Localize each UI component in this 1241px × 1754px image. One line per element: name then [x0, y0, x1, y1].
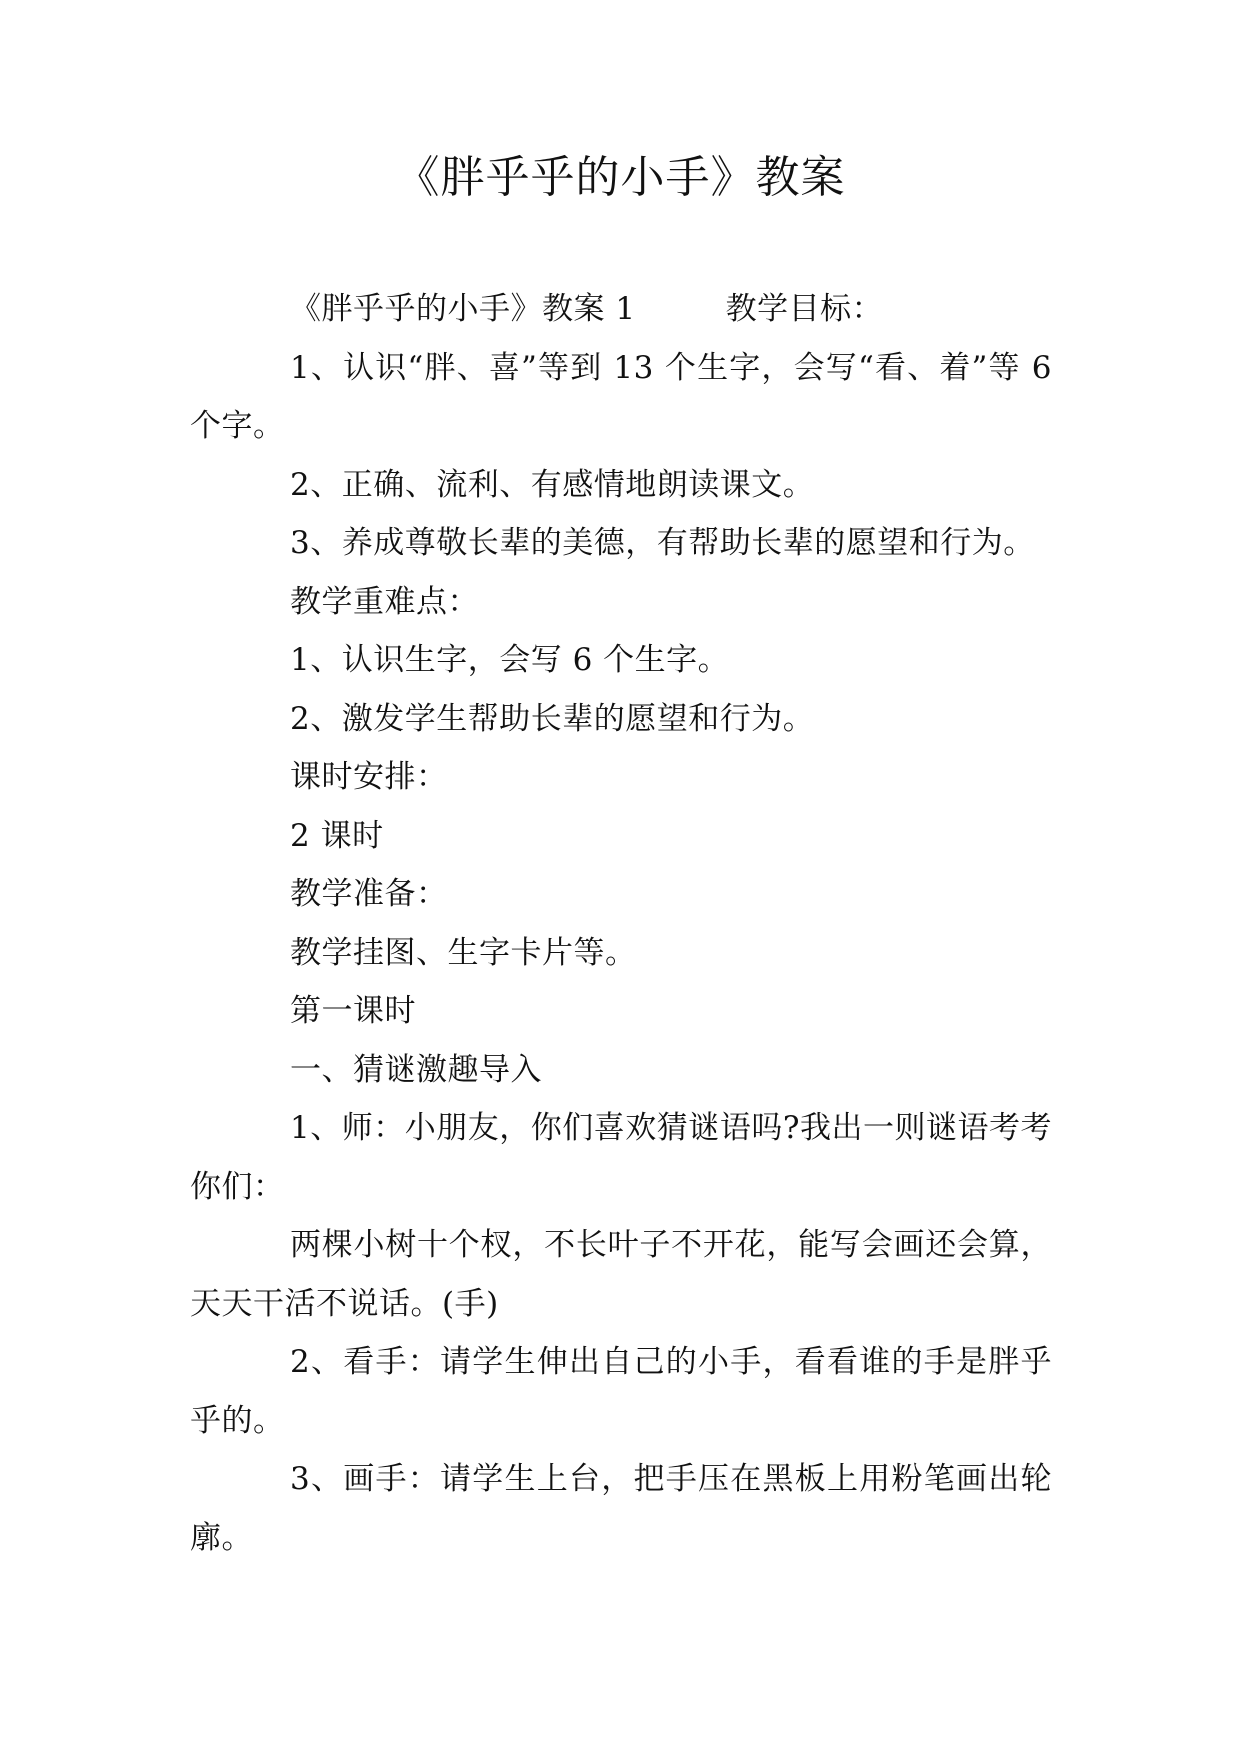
paragraph: 2、激发学生帮助长辈的愿望和行为。	[290, 700, 815, 737]
paragraph: 2 课时	[290, 817, 384, 854]
paragraph: 1、认识“胖、喜”等到 13 个生字，会写“看、着”等 6 个字。	[190, 349, 1052, 444]
section-heading: 课时安排：	[290, 759, 448, 795]
paragraph: 2、看手：请学生伸出自己的小手，看看谁的手是胖乎乎的。	[190, 1344, 1052, 1439]
heading-line	[190, 280, 1052, 339]
paragraph: 两棵小树十个杈，不长叶子不开花，能写会画还会算，天天干活不说话。(手)	[190, 1227, 1052, 1322]
section-heading: 教学重难点：	[290, 583, 479, 620]
paragraph: 2、正确、流利、有感情地朗读课文。	[290, 466, 815, 503]
teaching-goals-heading: 教学目标：	[725, 291, 884, 327]
paragraph: 3、养成尊敬长辈的美德，有帮助长辈的愿望和行为。	[290, 525, 1035, 561]
section-heading: 第一课时	[290, 993, 416, 1029]
paragraph: 3、画手：请学生上台，把手压在黑板上用粉笔画出轮廓。	[190, 1461, 1052, 1556]
section-heading: 教学准备：	[290, 876, 448, 912]
document-title: 《胖乎乎的小手》教案	[395, 152, 846, 203]
lesson-plan-heading: 《胖乎乎的小手》教案 1	[290, 291, 636, 327]
paragraph: 1、认识生字，会写 6 个生字。	[290, 642, 730, 678]
document-body	[190, 280, 1052, 1567]
section-heading: 一、猜谜激趣导入	[290, 1051, 542, 1088]
paragraph: 教学挂图、生字卡片等。	[290, 934, 637, 971]
paragraph: 1、师：小朋友，你们喜欢猜谜语吗?我出一则谜语考考你们：	[190, 1110, 1052, 1205]
